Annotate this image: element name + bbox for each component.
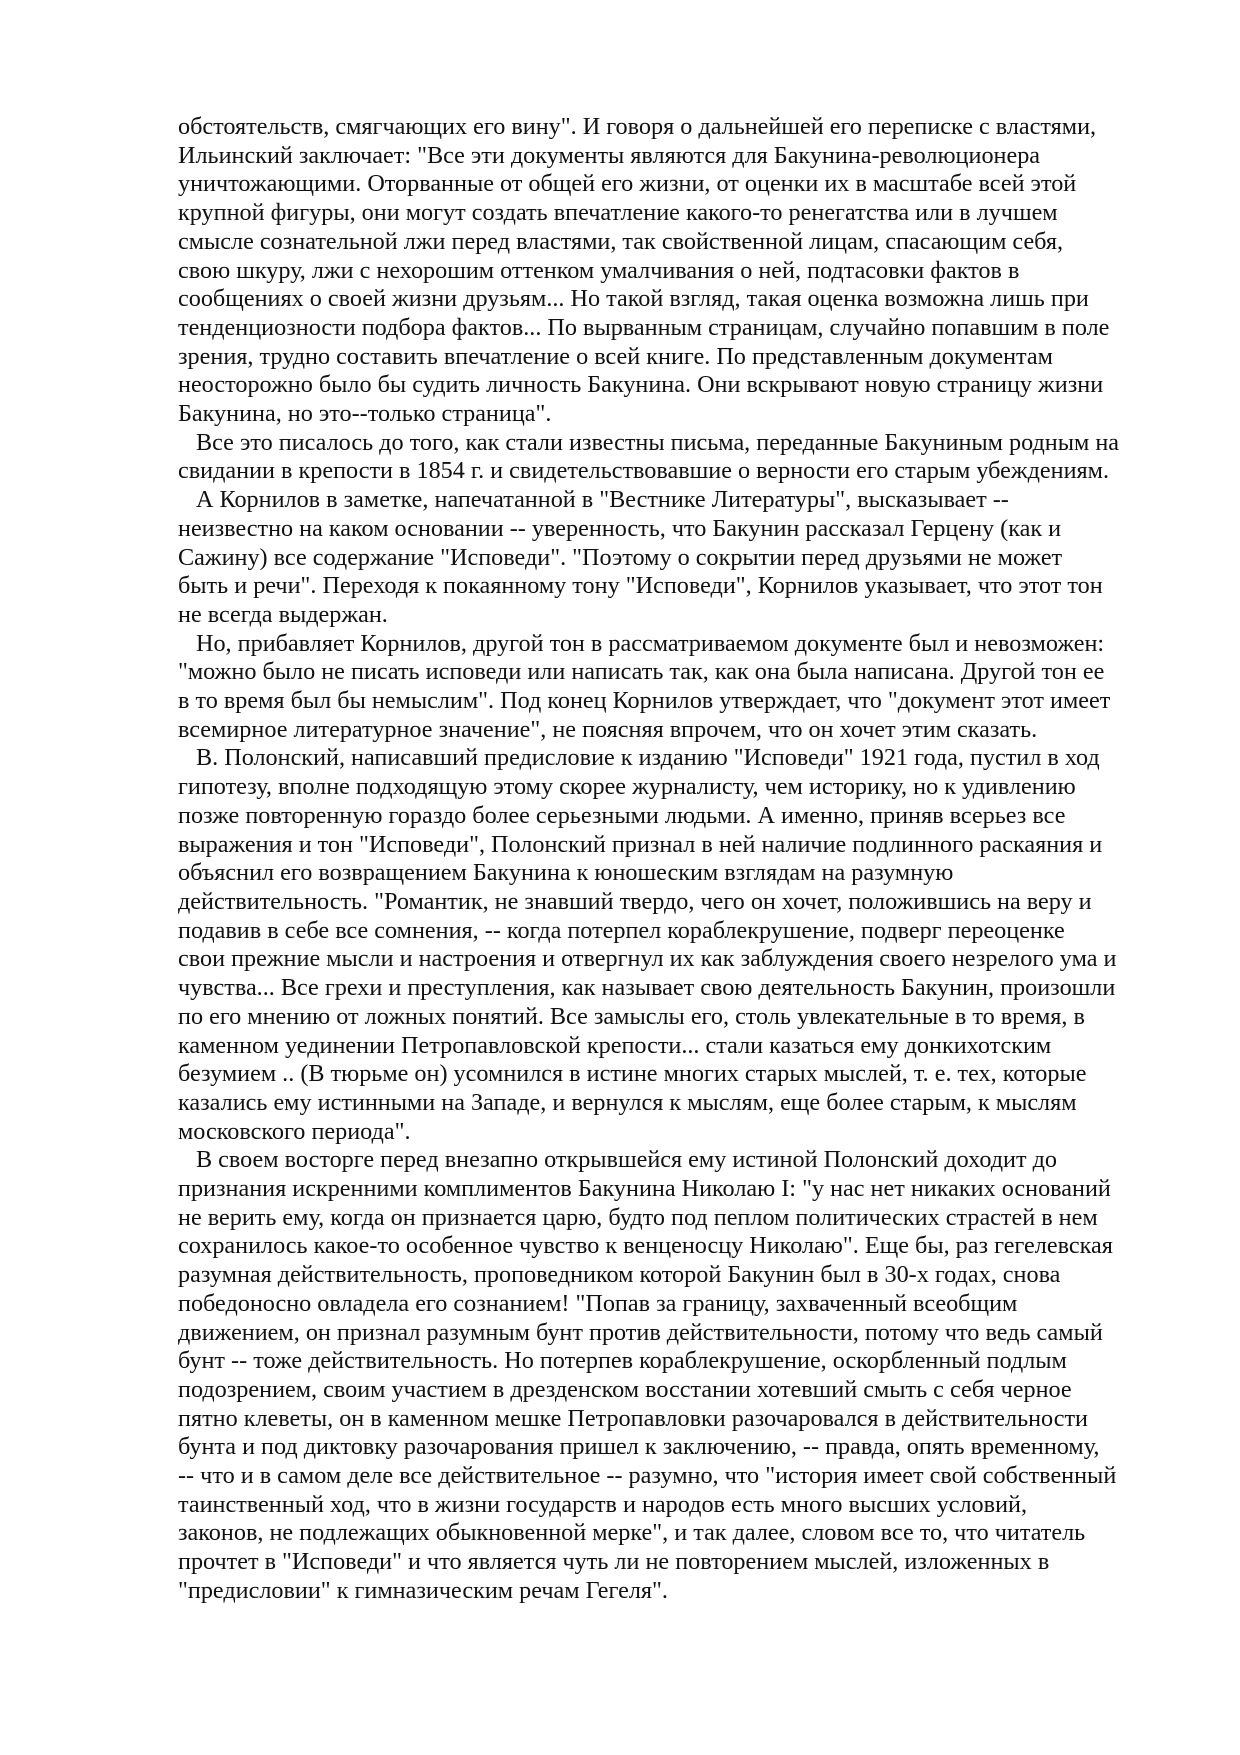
text-line: подозрением, своим участием в дрезденском восстании хотевший смыть с себя черное [178, 1375, 1072, 1403]
text-line: не всегда выдержан. [178, 600, 388, 628]
text-line: А Корнилов в заметке, напечатанной в "Вестнике Литературы", высказывает -- [196, 486, 1009, 514]
text-line: зрения, трудно составить впечатление о всей книге. По представленным документам [178, 342, 1053, 370]
text-line: подавив в себе все сомнения, -- когда потерпел кораблекрушение, подверг переоценке [178, 916, 1065, 944]
text-line: Но, прибавляет Корнилов, другой тон в рассматриваемом документе был и невозможен: [196, 629, 1105, 657]
text-line: всемирное литературное значение", не поясняя впрочем, что он хочет этим сказать. [178, 715, 1038, 743]
text-line: В своем восторге перед внезапно открывшейся ему истиной Полонский доходит до [196, 1146, 1057, 1174]
text-line: -- что и в самом деле все действительное -- разумно, что "история имеет свой собственный [178, 1462, 1117, 1490]
text-line: позже повторенную гораздо более серьезными людьми. А именно, приняв всерьез все [178, 801, 1066, 829]
text-line: смысле сознательной лжи перед властями, так свойственной лицам, спасающим себя, [178, 227, 1064, 255]
text-line: по его мнению от ложных понятий. Все замыслы его, столь увлекательные в то время, в [178, 1002, 1085, 1030]
text-line: Ильинский заключает: "Все эти документы являются для Бакунина-революционера [178, 141, 1041, 169]
text-line: обстоятельств, смягчающих его вину". И говоря о дальнейшей его переписке с властями, [178, 113, 1097, 140]
text-line: в то время был бы немыслим". Под конец Корнилов утверждает, что "документ этот имеет [178, 687, 1111, 715]
text-line: сообщениях о своей жизни друзьям... Но такой взгляд, такая оценка возможна лишь при [178, 285, 1089, 313]
text-line: московского периода". [178, 1117, 411, 1145]
text-line: казались ему истинными на Западе, и вернулся к мыслям, еще более старым, к мыслям [178, 1088, 1077, 1116]
text-line: крупной фигуры, они могут создать впечатление какого-то ренегатства или в лучшем [178, 199, 1058, 227]
text-line: тенденциозности подбора фактов... По вырванным страницам, случайно попавшим в поле [178, 313, 1110, 341]
document-body [178, 113, 1158, 1606]
text-line: движением, он признал разумным бунт против действительности, потому что ведь самый [178, 1318, 1103, 1346]
text-line: чувства... Все грехи и преступления, как называет свою деятельность Бакунин, произошли [178, 974, 1116, 1002]
text-line: "можно было не писать исповеди или написать так, как она была написана. Другой тон ее [178, 658, 1105, 686]
paragraph [178, 744, 1158, 1146]
text-line: бунт -- тоже действительность. Но потерпев кораблекрушение, оскорбленный подлым [178, 1347, 1067, 1375]
text-line: объяснил его возвращением Бакунина к юношеским взглядам на разумную [178, 859, 954, 887]
text-line: Бакунина, но это--только страница". [178, 400, 552, 428]
text-line: неосторожно было бы судить личность Бакунина. Они вскрывают новую страницу жизни [178, 371, 1104, 399]
text-line: победоносно овладела его сознанием! "Попав за границу, захваченный всеобщим [178, 1289, 1018, 1317]
text-line: свои прежние мысли и настроения и отвергнул их как заблуждения своего незрелого ума и [178, 945, 1117, 973]
text-line: выражения и тон "Исповеди", Полонский признал в ней наличие подлинного раскаяния и [178, 830, 1103, 858]
document-page [178, 113, 1158, 1606]
paragraph [178, 630, 1158, 745]
text-line: неизвестно на каком основании -- уверенность, что Бакунин рассказал Герцену (как и [178, 514, 1062, 542]
text-line: бунта и под диктовку разочарования пришел к заключению, -- правда, опять временному, [178, 1433, 1100, 1461]
text-line: прочтет в "Исповеди" и что является чуть ли не повторением мыслей, изложенных в [178, 1548, 1050, 1576]
text-line: "предисловии" к гимназическим речам Гегеля". [178, 1576, 668, 1604]
text-line: сохранилось какое-то особенное чувство к венценосцу Николаю". Еще бы, раз гегелевская [178, 1232, 1113, 1260]
paragraph [178, 486, 1158, 630]
text-line: гипотезу, вполне подходящую этому скорее журналисту, чем историку, но к удивлению [178, 773, 1076, 801]
text-line: Все это писалось до того, как стали известны письма, переданные Бакуниным родным на [196, 428, 1120, 456]
text-line: каменном уединении Петропавловской крепости... стали казаться ему донкихотским [178, 1031, 1052, 1059]
text-line: разумная действительность, проповедником которой Бакунин был в 30-х годах, снова [178, 1261, 1061, 1289]
text-line: таинственный ход, что в жизни государств и народов есть много высших условий, [178, 1490, 1028, 1518]
text-line: свою шкуру, лжи с нехорошим оттенком умалчивания о ней, подтасовки фактов в [178, 256, 1020, 284]
text-line: признания искренними комплиментов Бакунина Николаю I: "у нас нет никаких оснований [178, 1175, 1111, 1203]
paragraph [178, 429, 1158, 486]
paragraph [178, 1146, 1158, 1605]
text-line: действительность. "Романтик, не знавший твердо, чего он хочет, положившись на веру и [178, 887, 1092, 915]
text-line: безумием .. (В тюрьме он) усомнился в истине многих старых мыслей, т. е. тех, которые [178, 1060, 1087, 1088]
text-line: пятно клеветы, он в каменном мешке Петропавловки разочаровался в действительности [178, 1404, 1089, 1432]
text-line: В. Полонский, написавший предисловие к изданию "Исповеди" 1921 года, пустил в ход [196, 744, 1100, 772]
text-line: уничтожающими. Оторванные от общей его жизни, от оценки их в масштабе всей этой [178, 170, 1077, 198]
text-line: быть и речи". Переходя к покаянному тону "Исповеди", Корнилов указывает, что этот тон [178, 572, 1103, 600]
paragraph [178, 113, 1158, 429]
text-line: не верить ему, когда он признается царю, будто под пеплом политических страстей в нем [178, 1203, 1098, 1231]
text-line: Сажину) все содержание "Исповеди". "Поэтому о сокрытии перед друзьями не может [178, 543, 1063, 571]
text-line: свидании в крепости в 1854 г. и свидетельствовавшие о верности его старым убеждениям. [178, 457, 1110, 485]
text-line: законов, не подлежащих обыкновенной мерке", и так далее, словом все то, что читатель [178, 1519, 1086, 1547]
